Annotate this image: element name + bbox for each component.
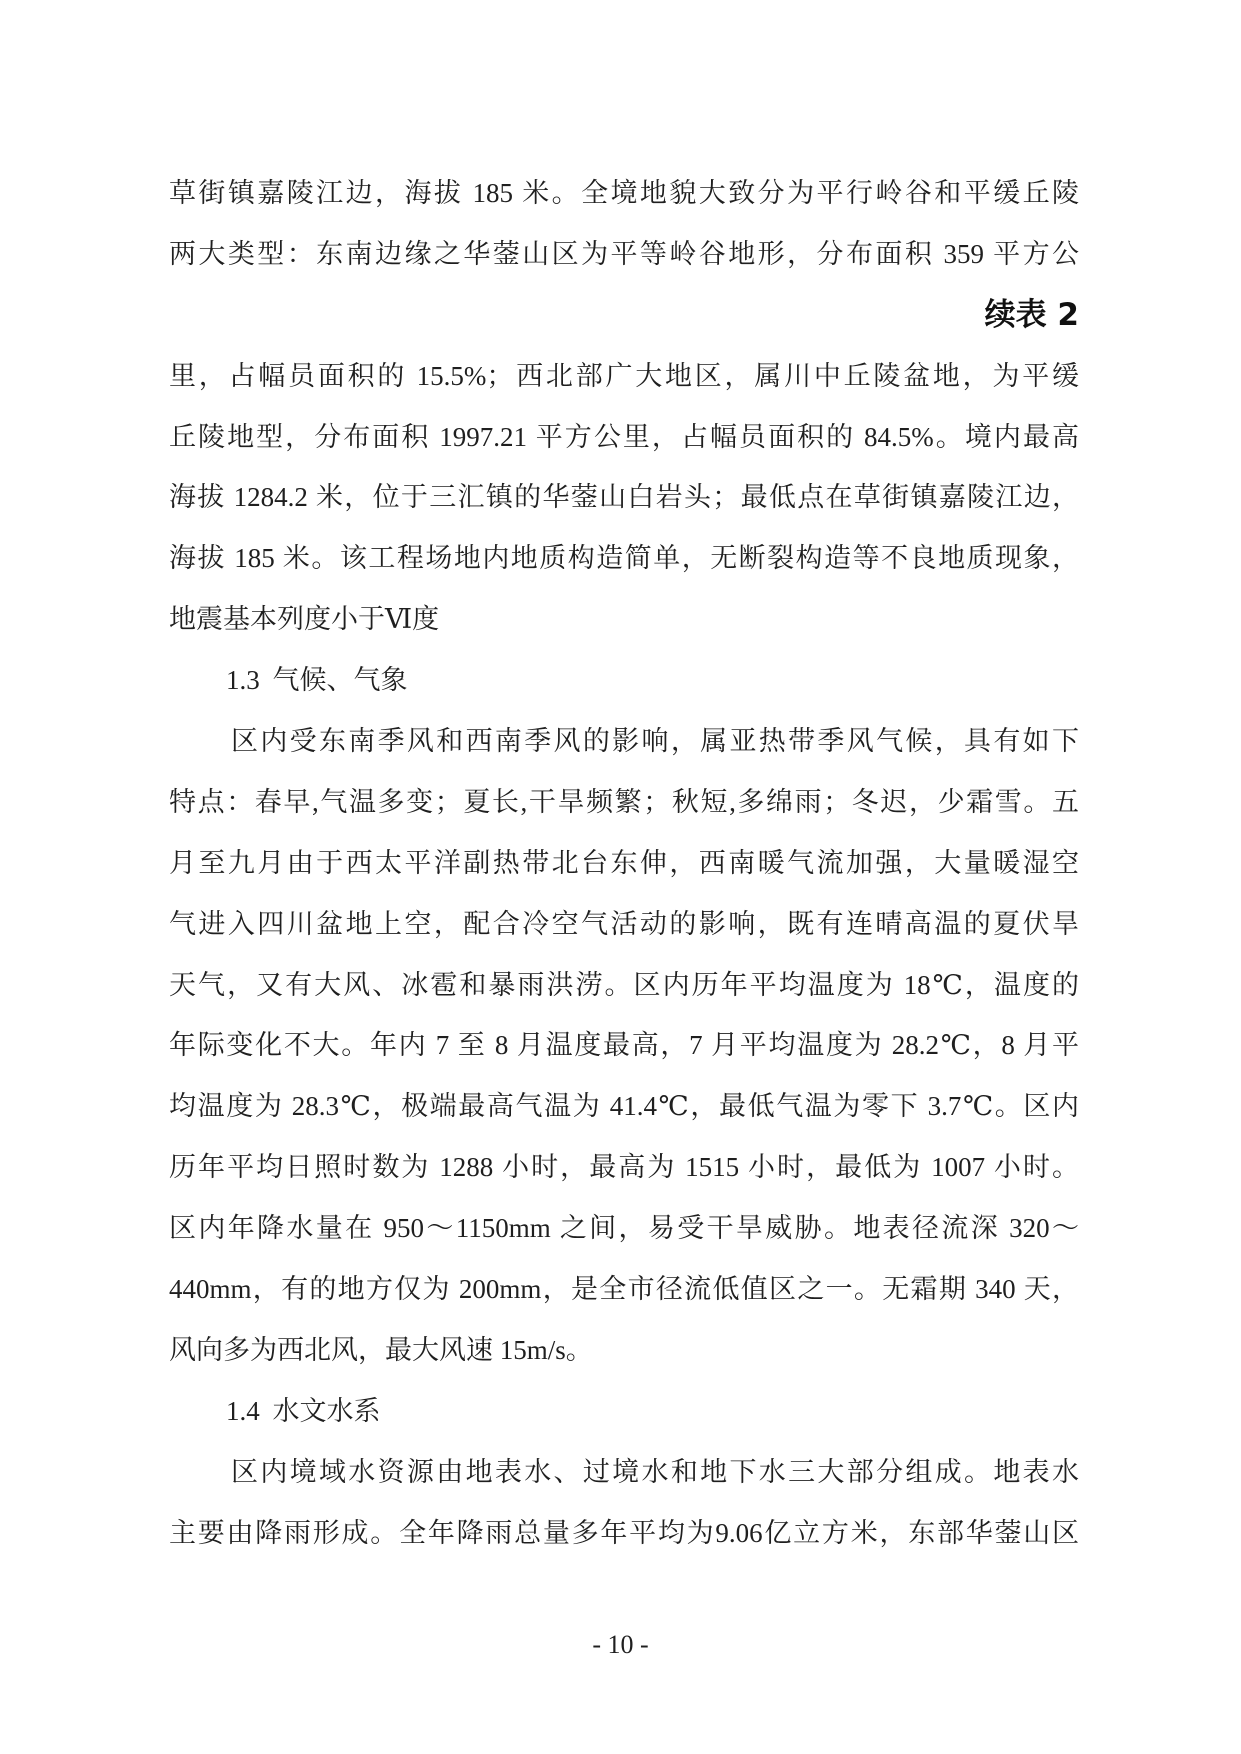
section-heading-hydrology: 1.4 水文水系	[226, 1395, 381, 1426]
text-line: 丘陵地型，分布面积 1997.21 平方公里，占幅员面积的 84.5%。境内最高	[169, 421, 1079, 452]
text-line: 年际变化不大。年内 7 至 8 月温度最高，7 月平均温度为 28.2℃，8 月平	[169, 1030, 1079, 1061]
text-line: 特点：春早,气温多变；夏长,干旱频繁；秋短,多绵雨；冬迟，少霜雪。五	[169, 786, 1079, 817]
table-continued-label: 续表 2	[984, 296, 1079, 333]
text-line: 海拔 185 米。该工程场地内地质构造简单，无断裂构造等不良地质现象，	[169, 543, 1079, 574]
body-text	[169, 163, 1079, 1563]
text-line: 月至九月由于西太平洋副热带北台东伸，西南暖气流加强，大量暖湿空	[169, 847, 1079, 878]
text-line: 440mm，有的地方仅为 200mm，是全市径流低值区之一。无霜期 340 天，	[169, 1274, 1079, 1305]
text-line: 海拔 1284.2 米，位于三汇镇的华蓥山白岩头；最低点在草街镇嘉陵江边，	[169, 482, 1079, 513]
text-line: 天气，又有大风、冰雹和暴雨洪涝。区内历年平均温度为 18℃，温度的	[169, 969, 1079, 1000]
text-line: 区内年降水量在 950～1150mm 之间，易受干旱威胁。地表径流深 320～	[169, 1213, 1079, 1244]
text-line: 历年平均日照时数为 1288 小时，最高为 1515 小时，最低为 1007 小时。	[169, 1152, 1079, 1183]
text-line: 区内受东南季风和西南季风的影响，属亚热带季风气候，具有如下	[231, 726, 1079, 757]
text-line: 气进入四川盆地上空，配合冷空气活动的影响，既有连晴高温的夏伏旱	[169, 908, 1079, 939]
section-heading-climate: 1.3 气候、气象	[226, 665, 408, 696]
text-line: 里，占幅员面积的 15.5%；西北部广大地区，属川中丘陵盆地，为平缓	[169, 360, 1079, 391]
page-number: - 10 -	[592, 1630, 649, 1659]
text-line: 草街镇嘉陵江边，海拔 185 米。全境地貌大致分为平行岭谷和平缓丘陵	[169, 178, 1079, 208]
text-line: 地震基本列度小于Ⅵ度	[169, 604, 440, 635]
text-line: 风向多为西北风，最大风速 15m/s。	[169, 1334, 593, 1365]
text-line: 均温度为 28.3℃，极端最高气温为 41.4℃，最低气温为零下 3.7℃。区内	[169, 1091, 1079, 1122]
text-line: 主要由降雨形成。全年降雨总量多年平均为9.06亿立方米，东部华蓥山区	[169, 1517, 1079, 1548]
text-line: 两大类型：东南边缘之华蓥山区为平等岭谷地形，分布面积 359 平方公	[169, 238, 1079, 269]
text-line: 区内境域水资源由地表水、过境水和地下水三大部分组成。地表水	[231, 1456, 1079, 1487]
